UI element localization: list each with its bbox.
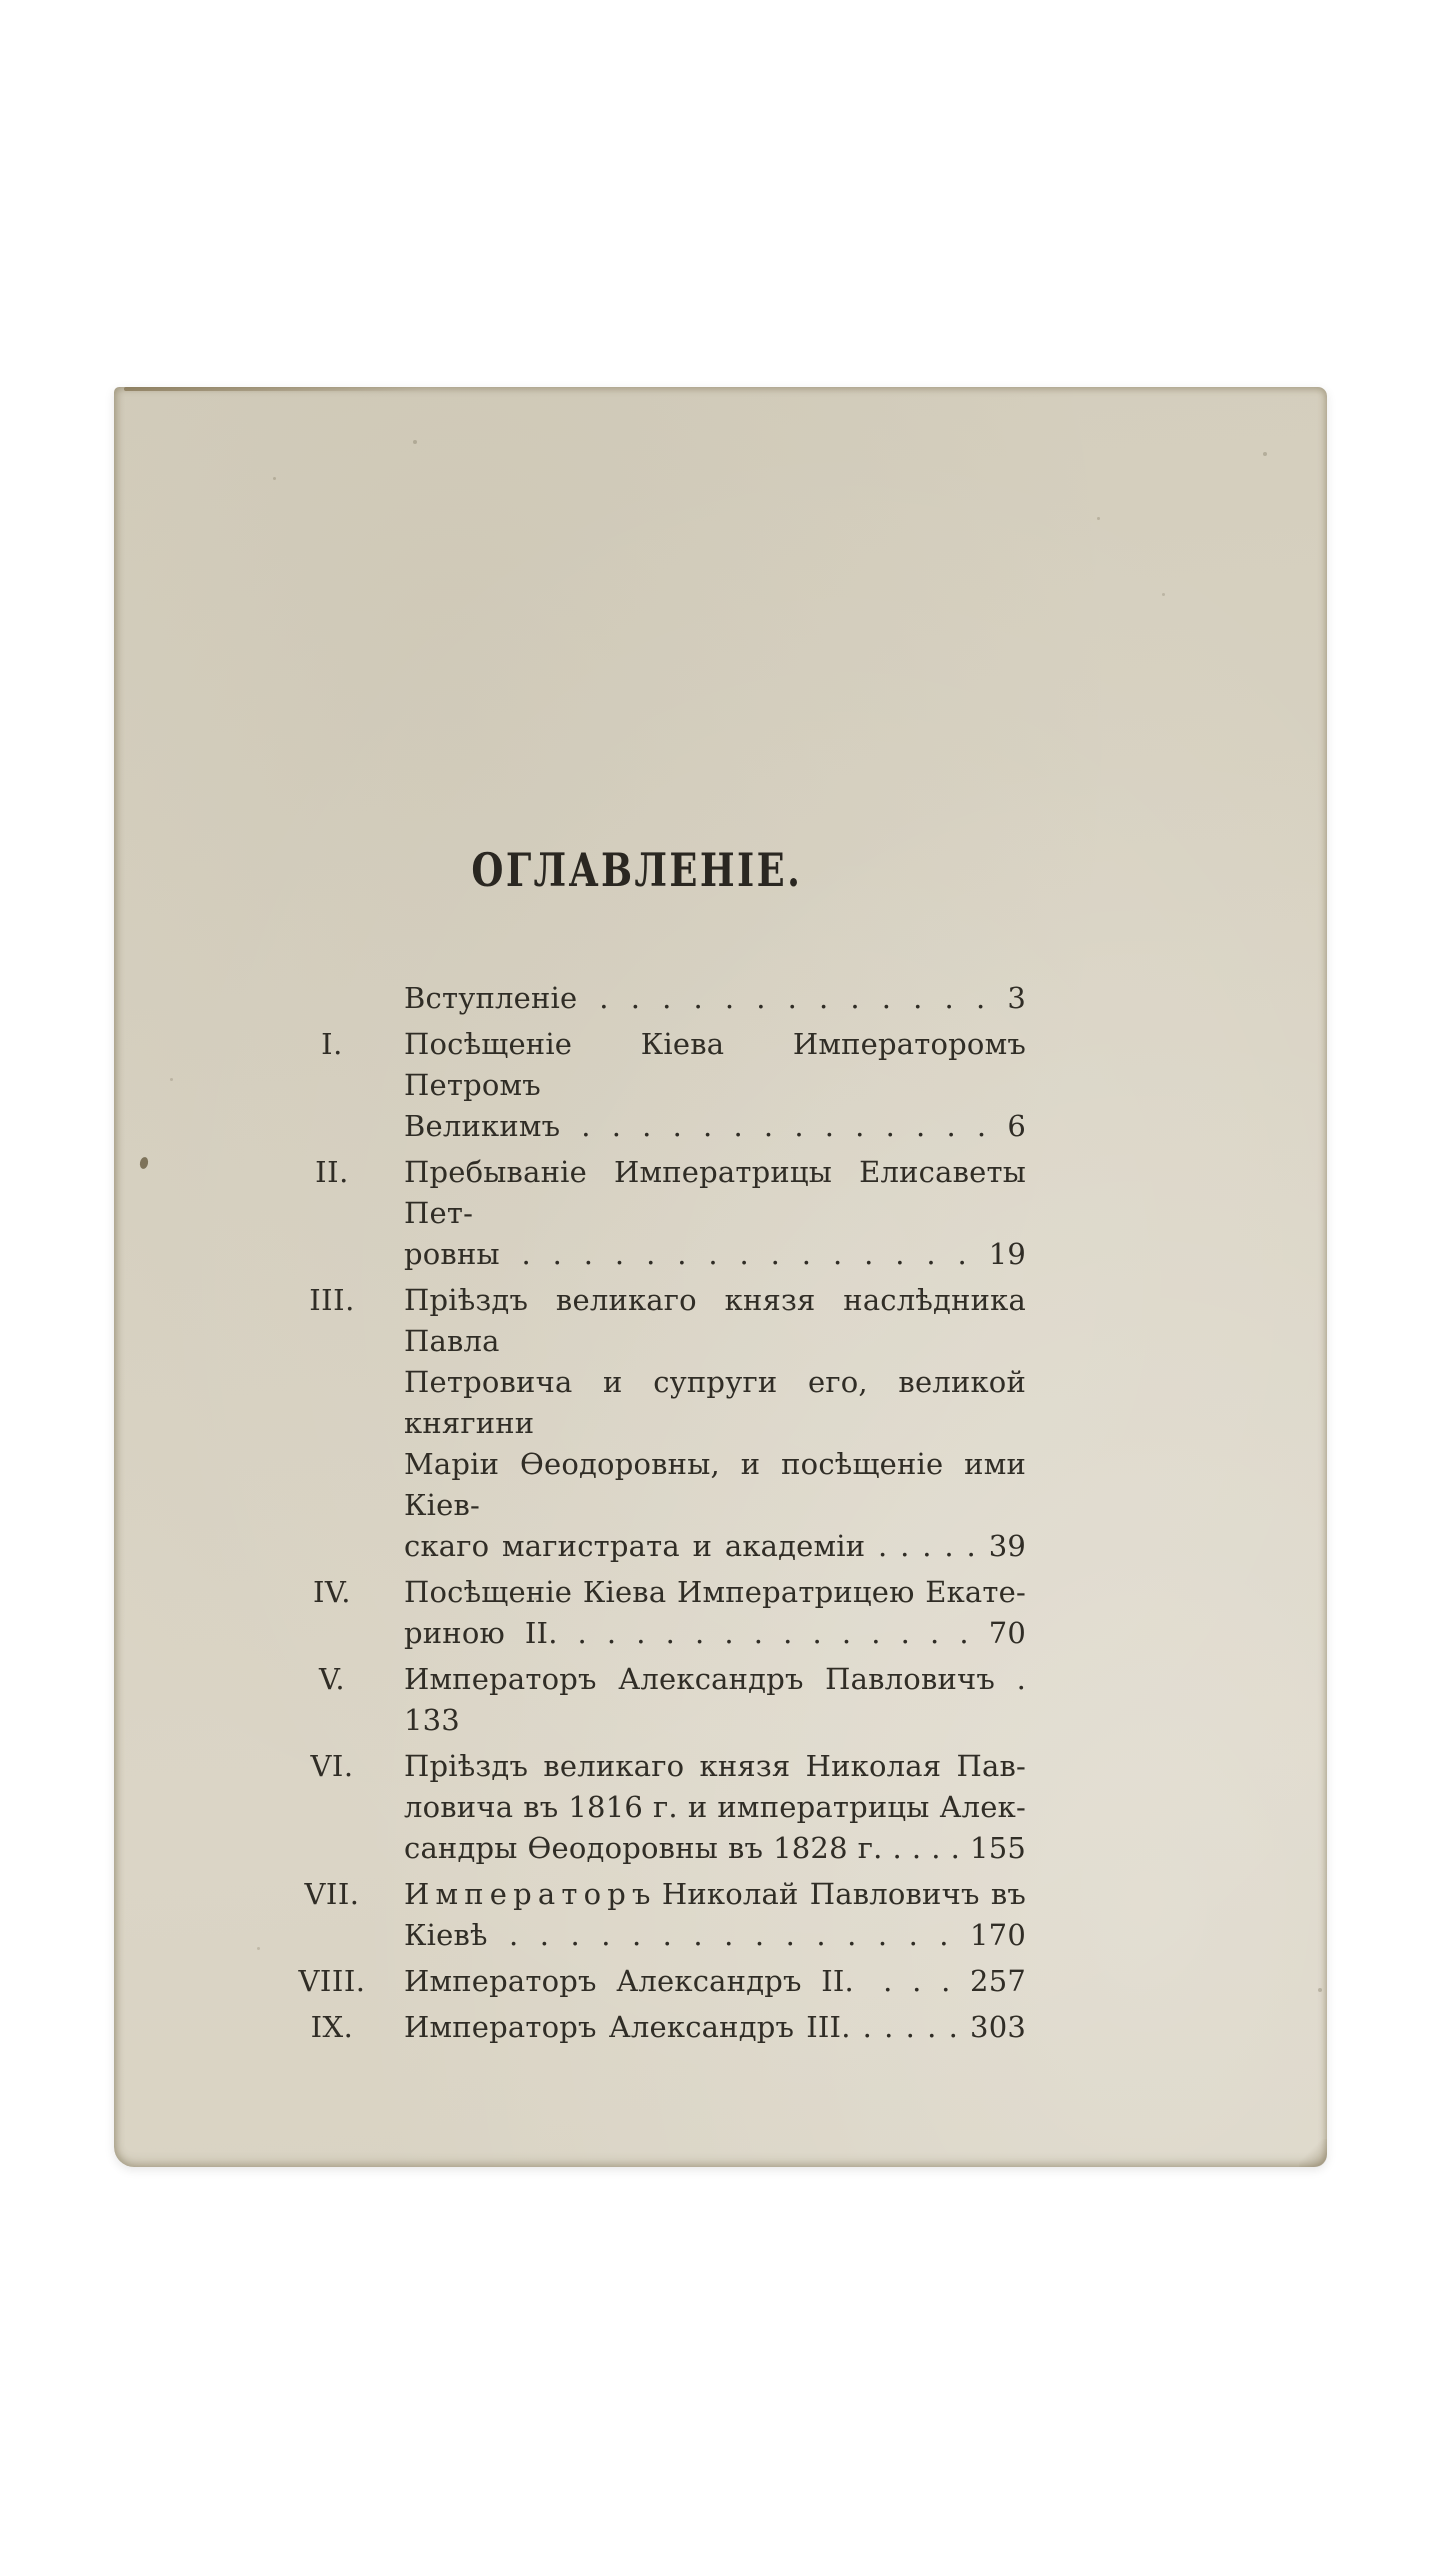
entry-line: Императоръ Александръ Павловичъ . 133 — [404, 1662, 1026, 1737]
page-corner-wear — [1299, 2139, 1327, 2167]
entry-line: Посѣщеніе Кіева Императоромъ Петромъ — [404, 1027, 1026, 1102]
title-row — [114, 842, 1327, 898]
entry-line: Посѣщеніе Кіева Императрицею Екате- — [404, 1575, 1026, 1609]
toc-entry — [114, 1152, 1026, 1275]
entry-lines — [404, 1746, 1026, 1869]
entry-numeral: III. — [309, 1283, 355, 1317]
entry-line: риною II. . . . . . . . . . . . . . . 70 — [404, 1616, 1026, 1650]
entry-numeral: II. — [315, 1155, 349, 1189]
entry-lines — [404, 1572, 1026, 1654]
toc-entry — [114, 1024, 1026, 1147]
toc-entry — [114, 2007, 1026, 2048]
entry-lines — [404, 978, 1026, 1019]
book-page — [114, 387, 1327, 2167]
entry-line: ловича въ 1816 г. и императрицы Алек- — [404, 1790, 1026, 1824]
entry-numeral: IV. — [312, 1575, 352, 1609]
entry-line: ровны . . . . . . . . . . . . . . . 19 — [404, 1237, 1026, 1271]
entry-lines — [404, 1152, 1026, 1275]
entry-line: Петровича и супруги его, великой княгини — [404, 1365, 1026, 1440]
entry-line: сандры Ѳеодоровны въ 1828 г. . . . . 155 — [404, 1831, 1026, 1865]
entry-numeral: IX. — [310, 2010, 354, 2044]
entry-lines — [404, 1024, 1026, 1147]
page-content — [114, 387, 1327, 2048]
toc-entry — [114, 1746, 1026, 1869]
entry-line: Пріѣздъ великаго князя наслѣдника Павла — [404, 1283, 1026, 1358]
entry-line: Императоръ Александръ III. . . . . . 303 — [404, 2010, 1026, 2044]
entry-numeral: I. — [321, 1027, 343, 1061]
entry-numeral: VII. — [304, 1877, 360, 1911]
entry-numeral: VIII. — [298, 1964, 366, 1998]
entry-line: Кіевѣ . . . . . . . . . . . . . . . 170 — [404, 1918, 1026, 1952]
entry-line: Великимъ . . . . . . . . . . . . . . 6 — [404, 1109, 1026, 1143]
toc-entry — [114, 1572, 1026, 1654]
entry-numeral: VI. — [310, 1749, 354, 1783]
entry-line: Вступленіе . . . . . . . . . . . . . 3 — [404, 981, 1026, 1015]
entry-lines — [404, 1280, 1026, 1567]
toc-entry — [114, 978, 1026, 1019]
toc-entry — [114, 1280, 1026, 1567]
entry-line: Маріи Ѳеодоровны, и посѣщеніе ими Кіев- — [404, 1447, 1026, 1522]
entry-lines — [404, 2007, 1026, 2048]
page-title: ОГЛАВЛЕНІЕ. — [471, 843, 802, 897]
toc-entry — [114, 1659, 1026, 1741]
entry-lines — [404, 1659, 1026, 1741]
table-of-contents — [114, 978, 1026, 2048]
toc-entry — [114, 1874, 1026, 1956]
entry-line: И м п е р а т о р ъ Николай Павловичъ въ — [404, 1877, 1026, 1911]
entry-lines — [404, 1874, 1026, 1956]
entry-lines — [404, 1961, 1026, 2002]
toc-entry — [114, 1961, 1026, 2002]
entry-line: Пребываніе Императрицы Елисаветы Пет- — [404, 1155, 1026, 1230]
entry-line: Пріѣздъ великаго князя Николая Пав- — [404, 1749, 1026, 1783]
entry-numeral: V. — [318, 1662, 346, 1696]
entry-line: скаго магистрата и академіи . . . . . 39 — [404, 1529, 1026, 1563]
entry-line: Императоръ Александръ II. . . . 257 — [404, 1964, 1026, 1998]
